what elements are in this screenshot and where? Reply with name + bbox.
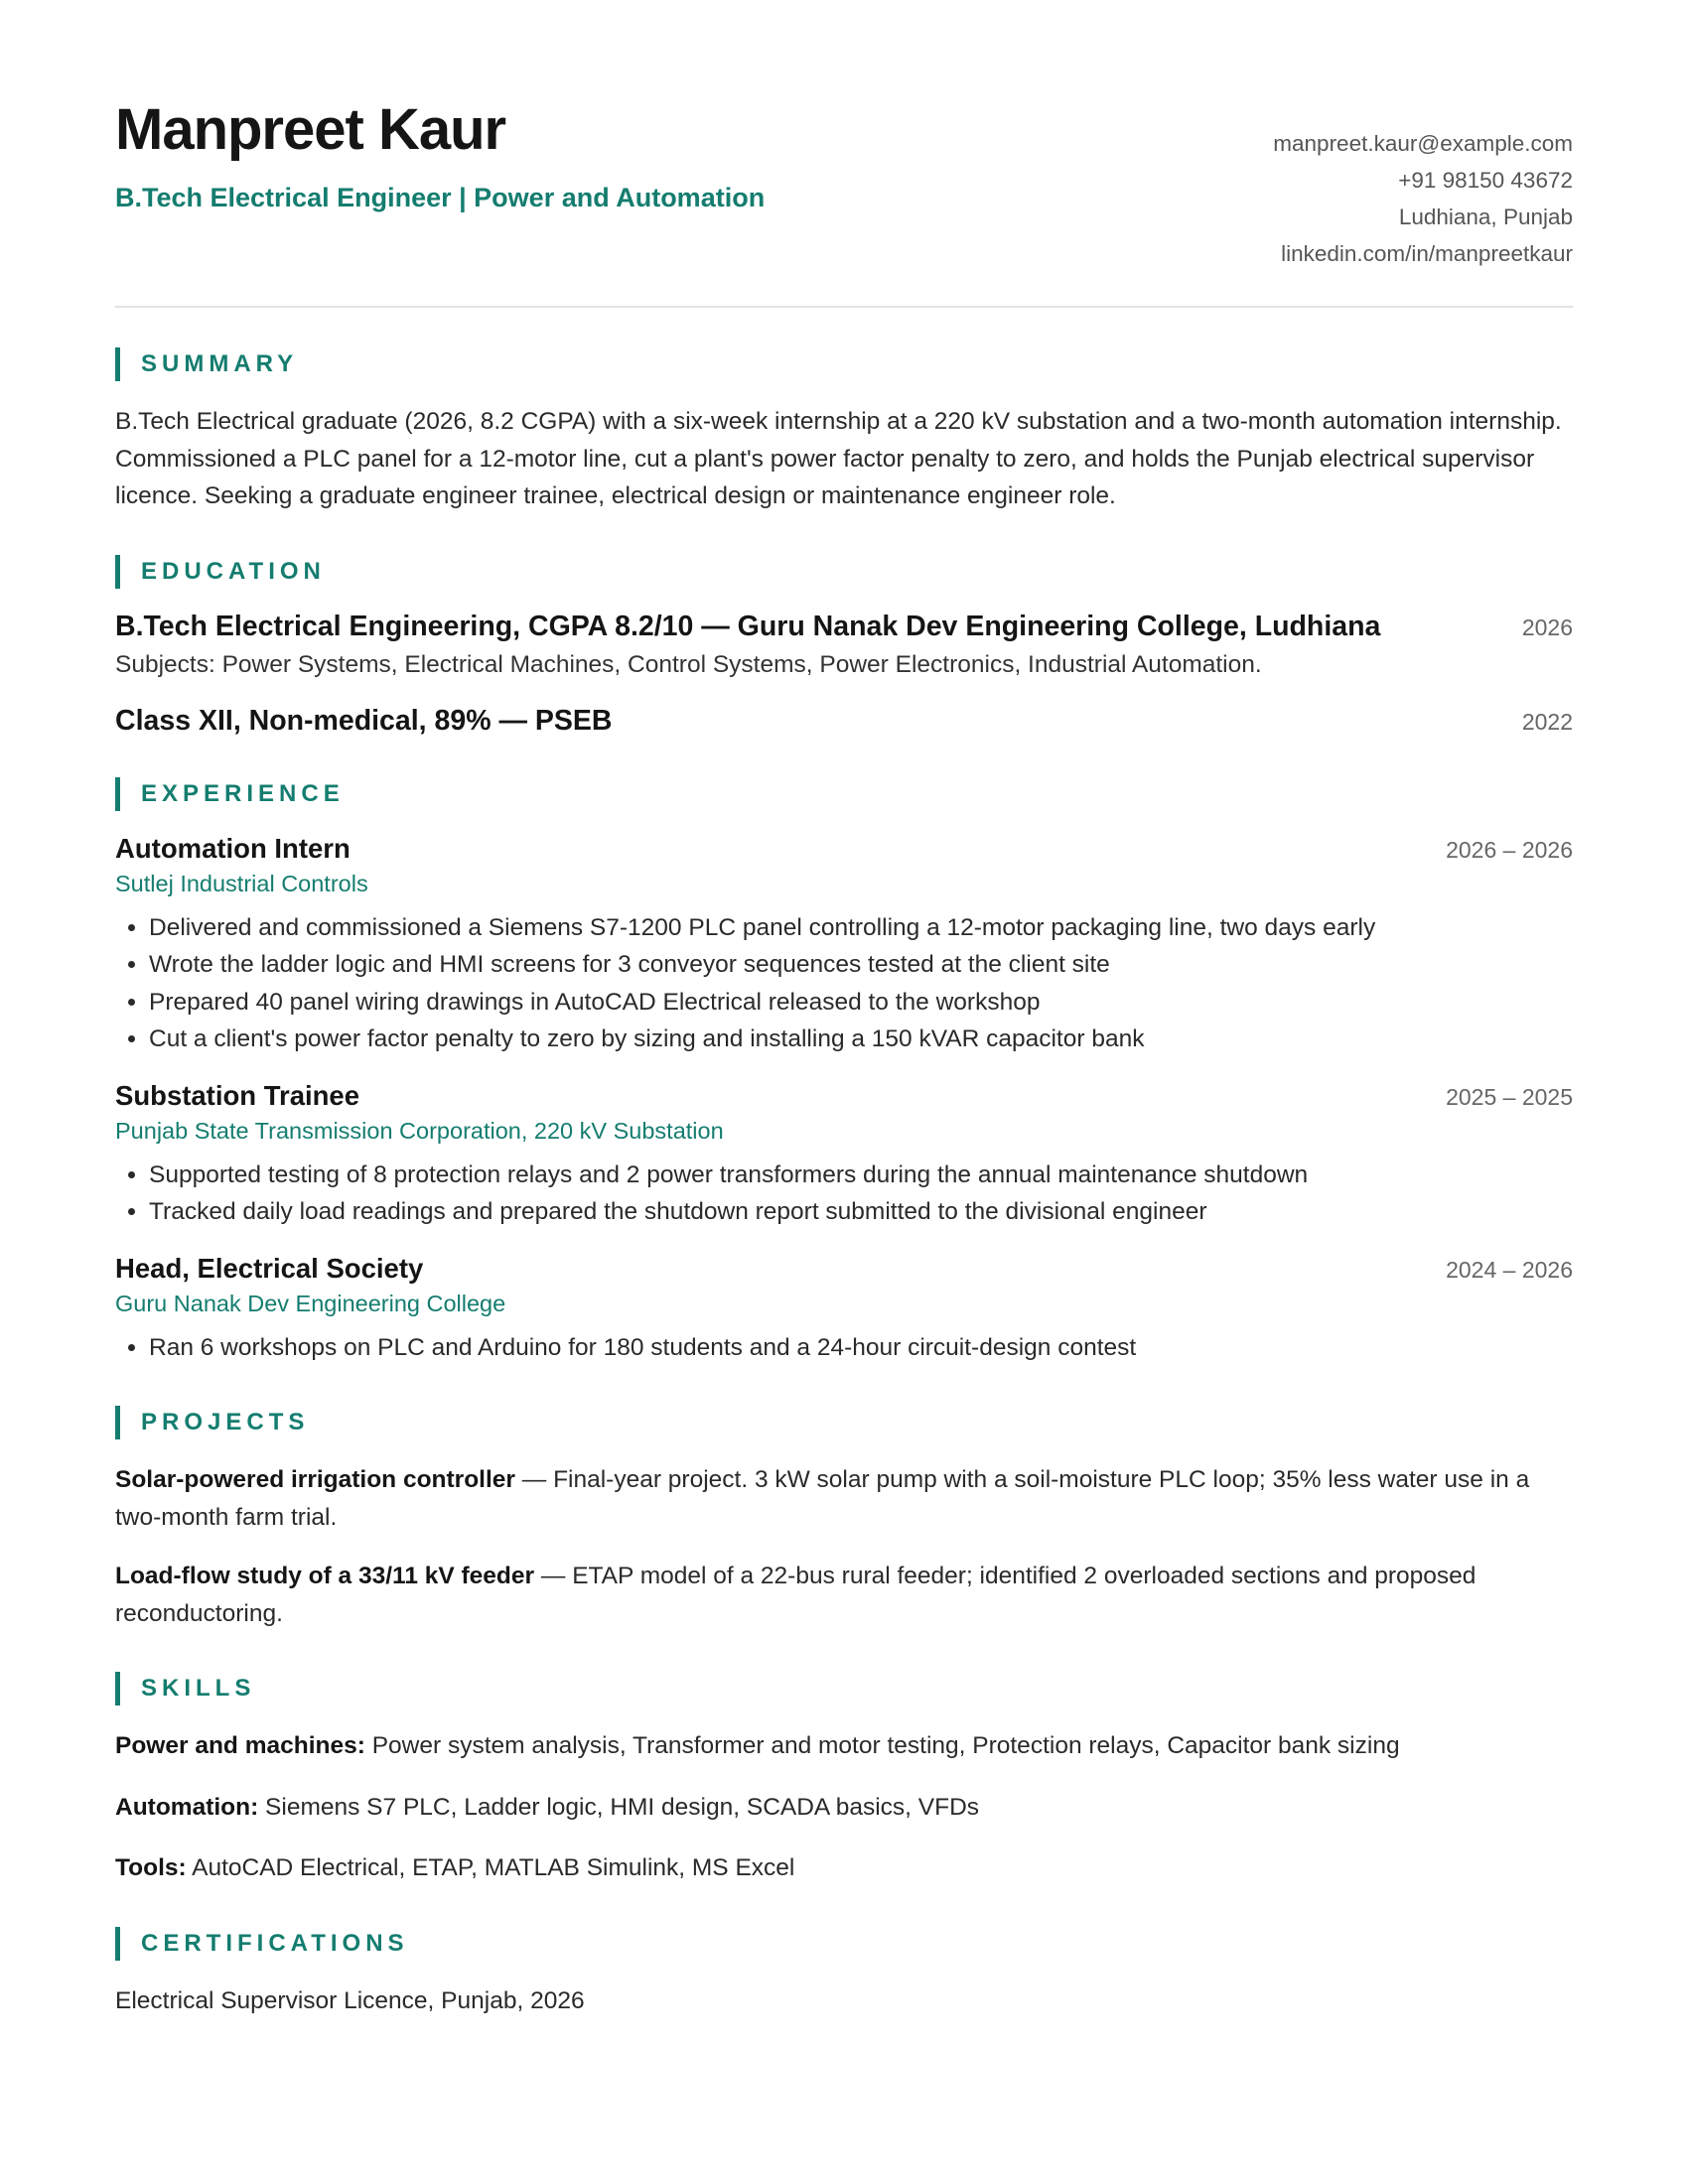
education-year: 2026 (1521, 614, 1573, 640)
section-title-experience: EXPERIENCE (115, 777, 1573, 811)
role-dates: 2025 – 2025 (1446, 1083, 1573, 1110)
skill-category: Power and machines: (115, 1732, 365, 1759)
role-bullets (115, 1329, 1573, 1367)
bullet-item: • Delivered and commissioned a Siemens S7-1200 PLC panel controlling a 12-motor packaging line, two days early (149, 909, 1573, 947)
bullet-item: • Ran 6 workshops on PLC and Arduino for 180 students and a 24-hour circuit-design contest (149, 1329, 1573, 1367)
role-header (115, 833, 1573, 865)
project-item (115, 1558, 1573, 1632)
contact-email[interactable]: manpreet.kaur@example.com (1273, 131, 1573, 156)
education-year: 2022 (1521, 708, 1573, 735)
education-row (115, 705, 1573, 738)
bullet-item: • Cut a client's power factor penalty to zero by sizing and installing a 150 kVAR capacitor bank (149, 1021, 1573, 1058)
role-dates: 2026 – 2026 (1446, 836, 1573, 863)
role-title: Head, Electrical Society (115, 1252, 424, 1284)
skill-values: Power system analysis, Transformer and motor testing, Protection relays, Capacitor bank sizing (364, 1732, 1400, 1759)
experience-role (115, 833, 1573, 1058)
role-title: Substation Trainee (115, 1079, 360, 1111)
section-title-certifications: CERTIFICATIONS (115, 1927, 1573, 1961)
role-bullets (115, 1157, 1573, 1231)
education-item (115, 705, 1573, 738)
section-title-education: EDUCATION (115, 555, 1573, 589)
role-title: Automation Intern (115, 832, 351, 864)
experience-role (115, 1080, 1573, 1231)
role-header (115, 1253, 1573, 1285)
skill-category: Automation: (115, 1793, 259, 1821)
section-title-skills: SKILLS (115, 1672, 1573, 1706)
contact-block (1273, 95, 1573, 272)
certification-item: Electrical Supervisor Licence, Punjab, 2026 (115, 1986, 585, 2014)
skill-line (115, 1849, 1573, 1887)
resume-header (115, 95, 1573, 272)
bullet-item: • Wrote the ladder logic and HMI screens for 3 conveyor sequences tested at the client site (149, 946, 1573, 984)
section-title-projects: PROJECTS (115, 1406, 1573, 1439)
education-subjects: Subjects: Power Systems, Electrical Machines, Control Systems, Power Electronics, Industrial Automation. (115, 650, 1262, 678)
project-description: — Final-year project. 3 kW solar pump with a soil-moisture PLC loop; 35% less water use in a two-month farm trial. (115, 1466, 1530, 1531)
skill-line (115, 1727, 1573, 1765)
headline: B.Tech Electrical Engineer | Power and Automation (115, 183, 766, 212)
candidate-name: Manpreet Kaur (115, 97, 506, 162)
bullet-item: • Prepared 40 panel wiring drawings in AutoCAD Electrical released to the workshop (149, 984, 1573, 1022)
contact-linkedin[interactable]: linkedin.com/in/manpreetkaur (1281, 241, 1573, 266)
experience-role (115, 1253, 1573, 1367)
project-description: — ETAP model of a 22-bus rural feeder; identified 2 overloaded sections and proposed reconductoring. (115, 1563, 1477, 1627)
education-degree: Class XII, Non-medical, 89% — PSEB (115, 704, 613, 737)
skill-category: Tools: (115, 1854, 187, 1881)
project-name: Load-flow study of a 33/11 kV feeder (115, 1563, 535, 1589)
name-block (115, 95, 765, 213)
education-row (115, 611, 1573, 643)
skill-values: Siemens S7 PLC, Ladder logic, HMI design, SCADA basics, VFDs (258, 1793, 980, 1821)
bullet-item: • Tracked daily load readings and prepared the shutdown report submitted to the divisional engineer (149, 1193, 1573, 1231)
bullet-item: • Supported testing of 8 protection relays and 2 power transformers during the annual maintenance shutdown (149, 1157, 1573, 1194)
contact-location: Ludhiana, Punjab (1398, 205, 1573, 229)
section-title-summary: SUMMARY (115, 347, 1573, 381)
education-degree: B.Tech Electrical Engineering, CGPA 8.2/10 — Guru Nanak Dev Engineering College, Ludhiana (115, 610, 1381, 642)
role-header (115, 1080, 1573, 1112)
education-item (115, 611, 1573, 679)
contact-phone[interactable]: +91 98150 43672 (1398, 168, 1573, 193)
role-bullets (115, 909, 1573, 1058)
role-organization: Punjab State Transmission Corporation, 220 kV Substation (115, 1117, 724, 1144)
project-name: Solar-powered irrigation controller (115, 1466, 515, 1493)
role-organization: Sutlej Industrial Controls (115, 870, 368, 896)
role-organization: Guru Nanak Dev Engineering College (115, 1290, 506, 1316)
header-divider (115, 306, 1573, 308)
project-item (115, 1461, 1573, 1536)
skill-values: AutoCAD Electrical, ETAP, MATLAB Simulink, MS Excel (186, 1854, 795, 1881)
skill-line (115, 1789, 1573, 1827)
role-dates: 2024 – 2026 (1446, 1256, 1573, 1283)
summary-text: B.Tech Electrical graduate (2026, 8.2 CGPA) with a six-week internship at a 220 kV substation and a two-month automation internship. Commissioned a PLC panel for a 12-motor line, cut a plant's power factor penalty to zero, and holds the Punjab electrical supervisor licence. Seeking a graduate engineer trainee, electrical design or maintenance engineer role. (115, 408, 1562, 509)
